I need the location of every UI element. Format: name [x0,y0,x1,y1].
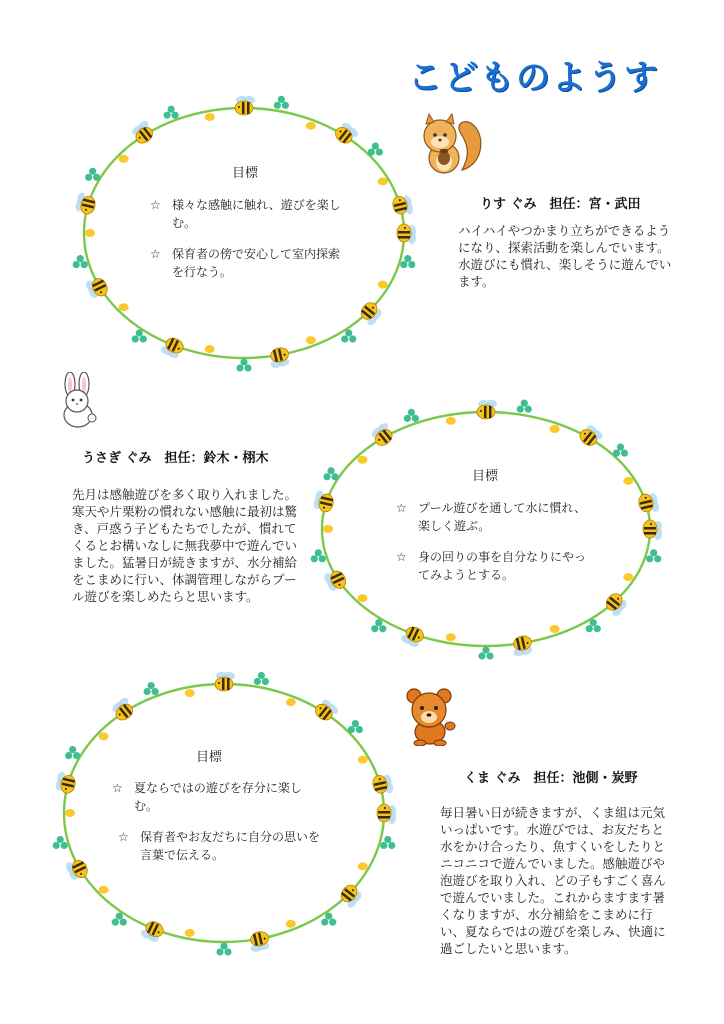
goal-text: 身の回りの事を自分なりにやってみようとする。 [418,550,587,582]
class-heading-2: うさぎ ぐみ 担任：鈴木・栩木 [82,451,269,466]
page-title: こどものようす [408,58,660,98]
bee-icon [205,113,215,121]
bee-icon [371,773,394,797]
bee-icon [637,492,660,516]
bee-icon [397,224,416,244]
class-heading-3: くま ぐみ 担任：池側・炭野 [464,771,638,786]
bee-icon [377,804,396,824]
clover-icon [371,619,386,632]
bee-icon [357,300,384,327]
goal-item-2-1 [396,499,596,535]
goal-text: 夏ならではの遊びを存分に楽しむ。 [134,781,302,813]
clover-icon [65,746,80,759]
clover-icon [368,142,383,155]
clover-icon [254,672,269,685]
star-icon: ☆ [118,830,129,844]
goal-text: 保育者の傍で安心して室内探索を行なう。 [172,247,341,279]
squirrel-icon [414,112,486,178]
goal-item-1-1 [150,196,350,232]
bee-icon [623,477,633,485]
bee-icon [577,423,604,450]
goal-item-3-2 [118,828,328,864]
clover-icon [613,443,628,456]
rabbit-icon [52,372,104,430]
bee-icon [378,177,388,185]
bee-icon [550,425,560,433]
clover-icon [216,942,231,955]
clover-icon [478,646,493,659]
bee-icon [477,400,497,419]
clover-icon [646,549,661,562]
star-icon: ☆ [112,781,123,795]
bee-icon [139,918,165,944]
bee-icon [235,96,255,115]
bee-icon [357,456,367,464]
clover-icon [236,358,251,371]
clover-icon [341,329,356,342]
bee-icon [119,303,129,311]
bee-icon [159,335,185,361]
bee-icon [358,862,368,870]
bee-icon [247,930,271,953]
star-icon: ☆ [396,501,407,515]
bee-icon [119,155,129,163]
bee-icon [306,336,316,344]
clover-icon [85,168,100,181]
clover-icon [348,720,363,733]
bee-icon [357,594,367,602]
bee-icon [286,920,296,928]
goal-item-3-1 [112,779,322,815]
goal-text: 様々な感触に触れ、遊びを楽しむ。 [172,198,341,230]
bee-icon [74,192,97,216]
bee-icon [323,567,349,593]
bee-icon [602,591,629,618]
bee-icon [358,756,368,764]
bee-icon [332,120,359,147]
clover-icon [112,913,127,926]
bee-icon [54,771,77,795]
star-icon: ☆ [150,247,161,261]
bee-icon [110,696,137,723]
bee-icon [130,119,157,146]
clover-icon [311,549,326,562]
clover-icon [274,96,289,109]
clover-icon [164,106,179,119]
bee-icon [446,417,456,425]
bee-icon [286,698,296,706]
clover-icon [321,913,336,926]
bee-icon [369,421,396,448]
clover-icon [53,836,68,849]
star-icon: ☆ [396,550,407,564]
bee-icon [337,882,364,909]
clover-icon [404,409,419,422]
bee-icon [205,345,215,353]
bee-icon [306,122,316,130]
goal-text: 保育者やお友だちに自分の思いを言葉で伝える。 [140,830,321,862]
bee-icon [84,274,110,300]
bee-icon [267,346,291,369]
bee-icon [623,573,633,581]
bear-icon [402,686,458,746]
bee-icon [99,732,109,740]
goal-item-1-2 [150,245,350,281]
bee-icon [446,633,456,641]
bee-icon [378,281,388,289]
wreath-frame-1 [68,92,420,374]
bee-icon [64,856,90,882]
class-report-1: ハイハイやつかまり立ちができるようになり、探索活動を楽しんでいます。水遊びにも慣れ、楽しそうに遊んでいます。 [458,223,672,289]
goal-text: プール遊びを通して水に慣れ、楽しく遊ぶ。 [418,501,587,533]
class-report-3: 毎日暑い日が続きますが、くま組は元気いっぱいです。水遊びでは、お友だちと水をかけ合ったり、魚すくいをしたりとニコニコで遊んでいました。感触遊びや泡遊びを取り入れ、どの子もすごく喜んで遊んでいました。これからますます暑くなりますが、水分補給をこまめに行い、夏ならではの遊びを楽しみ、快適に過ごしたいと思います。 [440,805,666,956]
bee-icon [99,886,109,894]
bee-icon [185,929,195,937]
clover-icon [132,329,147,342]
clover-icon [400,255,415,268]
clover-icon [380,836,395,849]
class-report-2: 先月は感触遊びを多く取り入れました。寒天や片栗粉の慣れない感触に最初は驚き、戸惑う子どもたちでしたが、慣れてくるとお構いなしに無我夢中で遊んでいました。猛暑日が続きますが、水分補給をこまめに行い、体調管理しながらプール遊びを楽しめたらと思います。 [72,487,298,604]
clover-icon [517,400,532,413]
clover-icon [144,682,159,695]
bee-icon [550,625,560,633]
class-heading-1: りす ぐみ 担任：宮・武田 [480,197,641,212]
goal-item-2-2 [396,548,596,584]
bee-icon [215,672,235,691]
clover-icon [323,467,338,480]
goal-title-3: 目標 [196,750,223,765]
bee-icon [391,194,414,218]
bee-icon [85,229,95,237]
bee-icon [510,634,534,657]
clover-icon [586,619,601,632]
clover-icon [73,255,88,268]
bee-icon [185,689,195,697]
bee-icon [312,697,339,724]
bee-icon [643,520,662,540]
bee-icon [65,809,75,817]
bee-icon [323,525,333,533]
goal-title-2: 目標 [472,469,499,484]
star-icon: ☆ [150,198,161,212]
bee-icon [312,490,335,514]
goal-title-1: 目標 [232,166,259,181]
bee-icon [400,623,426,649]
